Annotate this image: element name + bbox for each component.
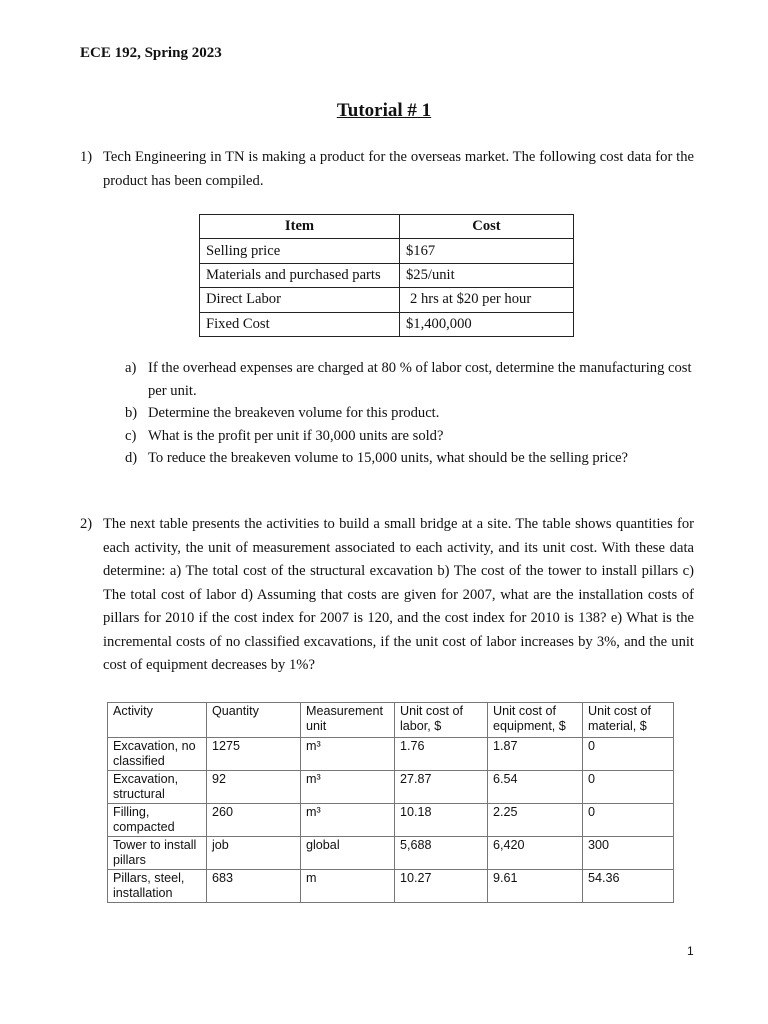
table-cell: 1.87	[488, 738, 583, 771]
bridge-activity-table	[107, 702, 674, 903]
table-cell: Pillars, steel, installation	[108, 870, 207, 903]
table-cell: 0	[583, 771, 674, 804]
table-row	[200, 312, 574, 336]
column-header: Item	[200, 215, 400, 239]
table-row	[108, 771, 674, 804]
question-2-text: The next table presents the activities to build a small bridge at a site. The table shows quantities for each activity, the unit of measurement associated to each activity, and its unit cost. With these data determine: a) The total cost of the structural excavation b) The cost of the tower to install pillars c) The total cost of labor d) Assuming that costs are given for 2007, what are the installation costs of pillars for 2010 if the cost index for 2007 is 120, and the cost index for 2010 is 138? e) What is the incremental costs of no classified excavations, if the unit cost of labor increases by 3%, and the unit cost of equipment decreases by 1%?	[103, 516, 694, 673]
table-cell: 2.25	[488, 804, 583, 837]
table-cell: Materials and purchased parts	[200, 263, 400, 287]
table-cell: m³	[301, 738, 395, 771]
table-row	[108, 738, 674, 771]
table-cell: $167	[400, 239, 574, 263]
column-header: Measurement unit	[301, 703, 395, 738]
table-cell: 1275	[207, 738, 301, 771]
table-cell: Selling price	[200, 239, 400, 263]
table-cell: $25/unit	[400, 263, 574, 287]
table-cell: 0	[583, 804, 674, 837]
course-header: ECE 192, Spring 2023	[80, 45, 222, 61]
table-cell: m³	[301, 771, 395, 804]
subpart-text: Determine the breakeven volume for this product.	[148, 405, 440, 421]
table-row	[200, 263, 574, 287]
subpart-d	[125, 447, 695, 470]
subpart-label: d)	[125, 450, 138, 466]
table-header-row	[108, 703, 674, 738]
table-header-row	[200, 215, 574, 239]
page-title-text: Tutorial # 1	[336, 100, 432, 121]
subpart-label: c)	[125, 427, 137, 444]
table-cell: 10.18	[395, 804, 488, 837]
product-cost-table	[199, 214, 574, 337]
table-cell: m	[301, 870, 395, 903]
question-1-text: Tech Engineering in TN is making a product for the overseas market. The following cost data for the product has been compiled.	[103, 149, 694, 189]
column-header: Quantity	[207, 703, 301, 738]
subpart-c	[125, 425, 695, 448]
question-2	[80, 513, 694, 678]
table-cell: 10.27	[395, 870, 488, 903]
question-2-number: 2)	[80, 516, 93, 532]
table-cell: $1,400,000	[400, 312, 574, 336]
column-header: Unit cost of labor, $	[395, 703, 488, 738]
table-cell: 683	[207, 870, 301, 903]
table-cell: 6,420	[488, 837, 583, 870]
subpart-a	[125, 357, 695, 402]
table-cell: 260	[207, 804, 301, 837]
table-cell: 300	[583, 837, 674, 870]
question-1	[80, 146, 694, 193]
table-cell: 1.76	[395, 738, 488, 771]
table-cell: Excavation, structural	[108, 771, 207, 804]
subpart-text: What is the profit per unit if 30,000 units are sold?	[148, 427, 444, 444]
column-header: Unit cost of equipment, $	[488, 703, 583, 738]
table-cell: m³	[301, 804, 395, 837]
table-cell: Excavation, no classified	[108, 738, 207, 771]
table-cell: 27.87	[395, 771, 488, 804]
table-row	[200, 288, 574, 312]
table-cell: Direct Labor	[200, 288, 400, 312]
table-cell: 2 hrs at $20 per hour	[400, 288, 574, 312]
subpart-text: If the overhead expenses are charged at 80 % of labor cost, determine the manufacturing cost per unit.	[148, 360, 692, 399]
column-header: Cost	[400, 215, 574, 239]
table-cell: Fixed Cost	[200, 312, 400, 336]
column-header: Unit cost of material, $	[583, 703, 674, 738]
table-row	[108, 804, 674, 837]
table-cell: 9.61	[488, 870, 583, 903]
table-cell: 5,688	[395, 837, 488, 870]
question-1-subparts	[125, 357, 695, 470]
table-cell: Filling, compacted	[108, 804, 207, 837]
table-cell: Tower to install pillars	[108, 837, 207, 870]
table-cell: 92	[207, 771, 301, 804]
table-cell: 0	[583, 738, 674, 771]
subpart-label: a)	[125, 360, 137, 376]
column-header: Activity	[108, 703, 207, 738]
table-cell: job	[207, 837, 301, 870]
question-1-number: 1)	[80, 149, 93, 165]
subpart-label: b)	[125, 405, 138, 421]
subpart-text: To reduce the breakeven volume to 15,000 units, what should be the selling price?	[148, 450, 629, 466]
table-cell: global	[301, 837, 395, 870]
table-row	[108, 837, 674, 870]
table-cell: 54.36	[583, 870, 674, 903]
table-cell: 6.54	[488, 771, 583, 804]
page-title	[0, 100, 768, 122]
subpart-b	[125, 402, 695, 425]
page-number: 1	[687, 944, 694, 958]
table-row	[108, 870, 674, 903]
table-row	[200, 239, 574, 263]
